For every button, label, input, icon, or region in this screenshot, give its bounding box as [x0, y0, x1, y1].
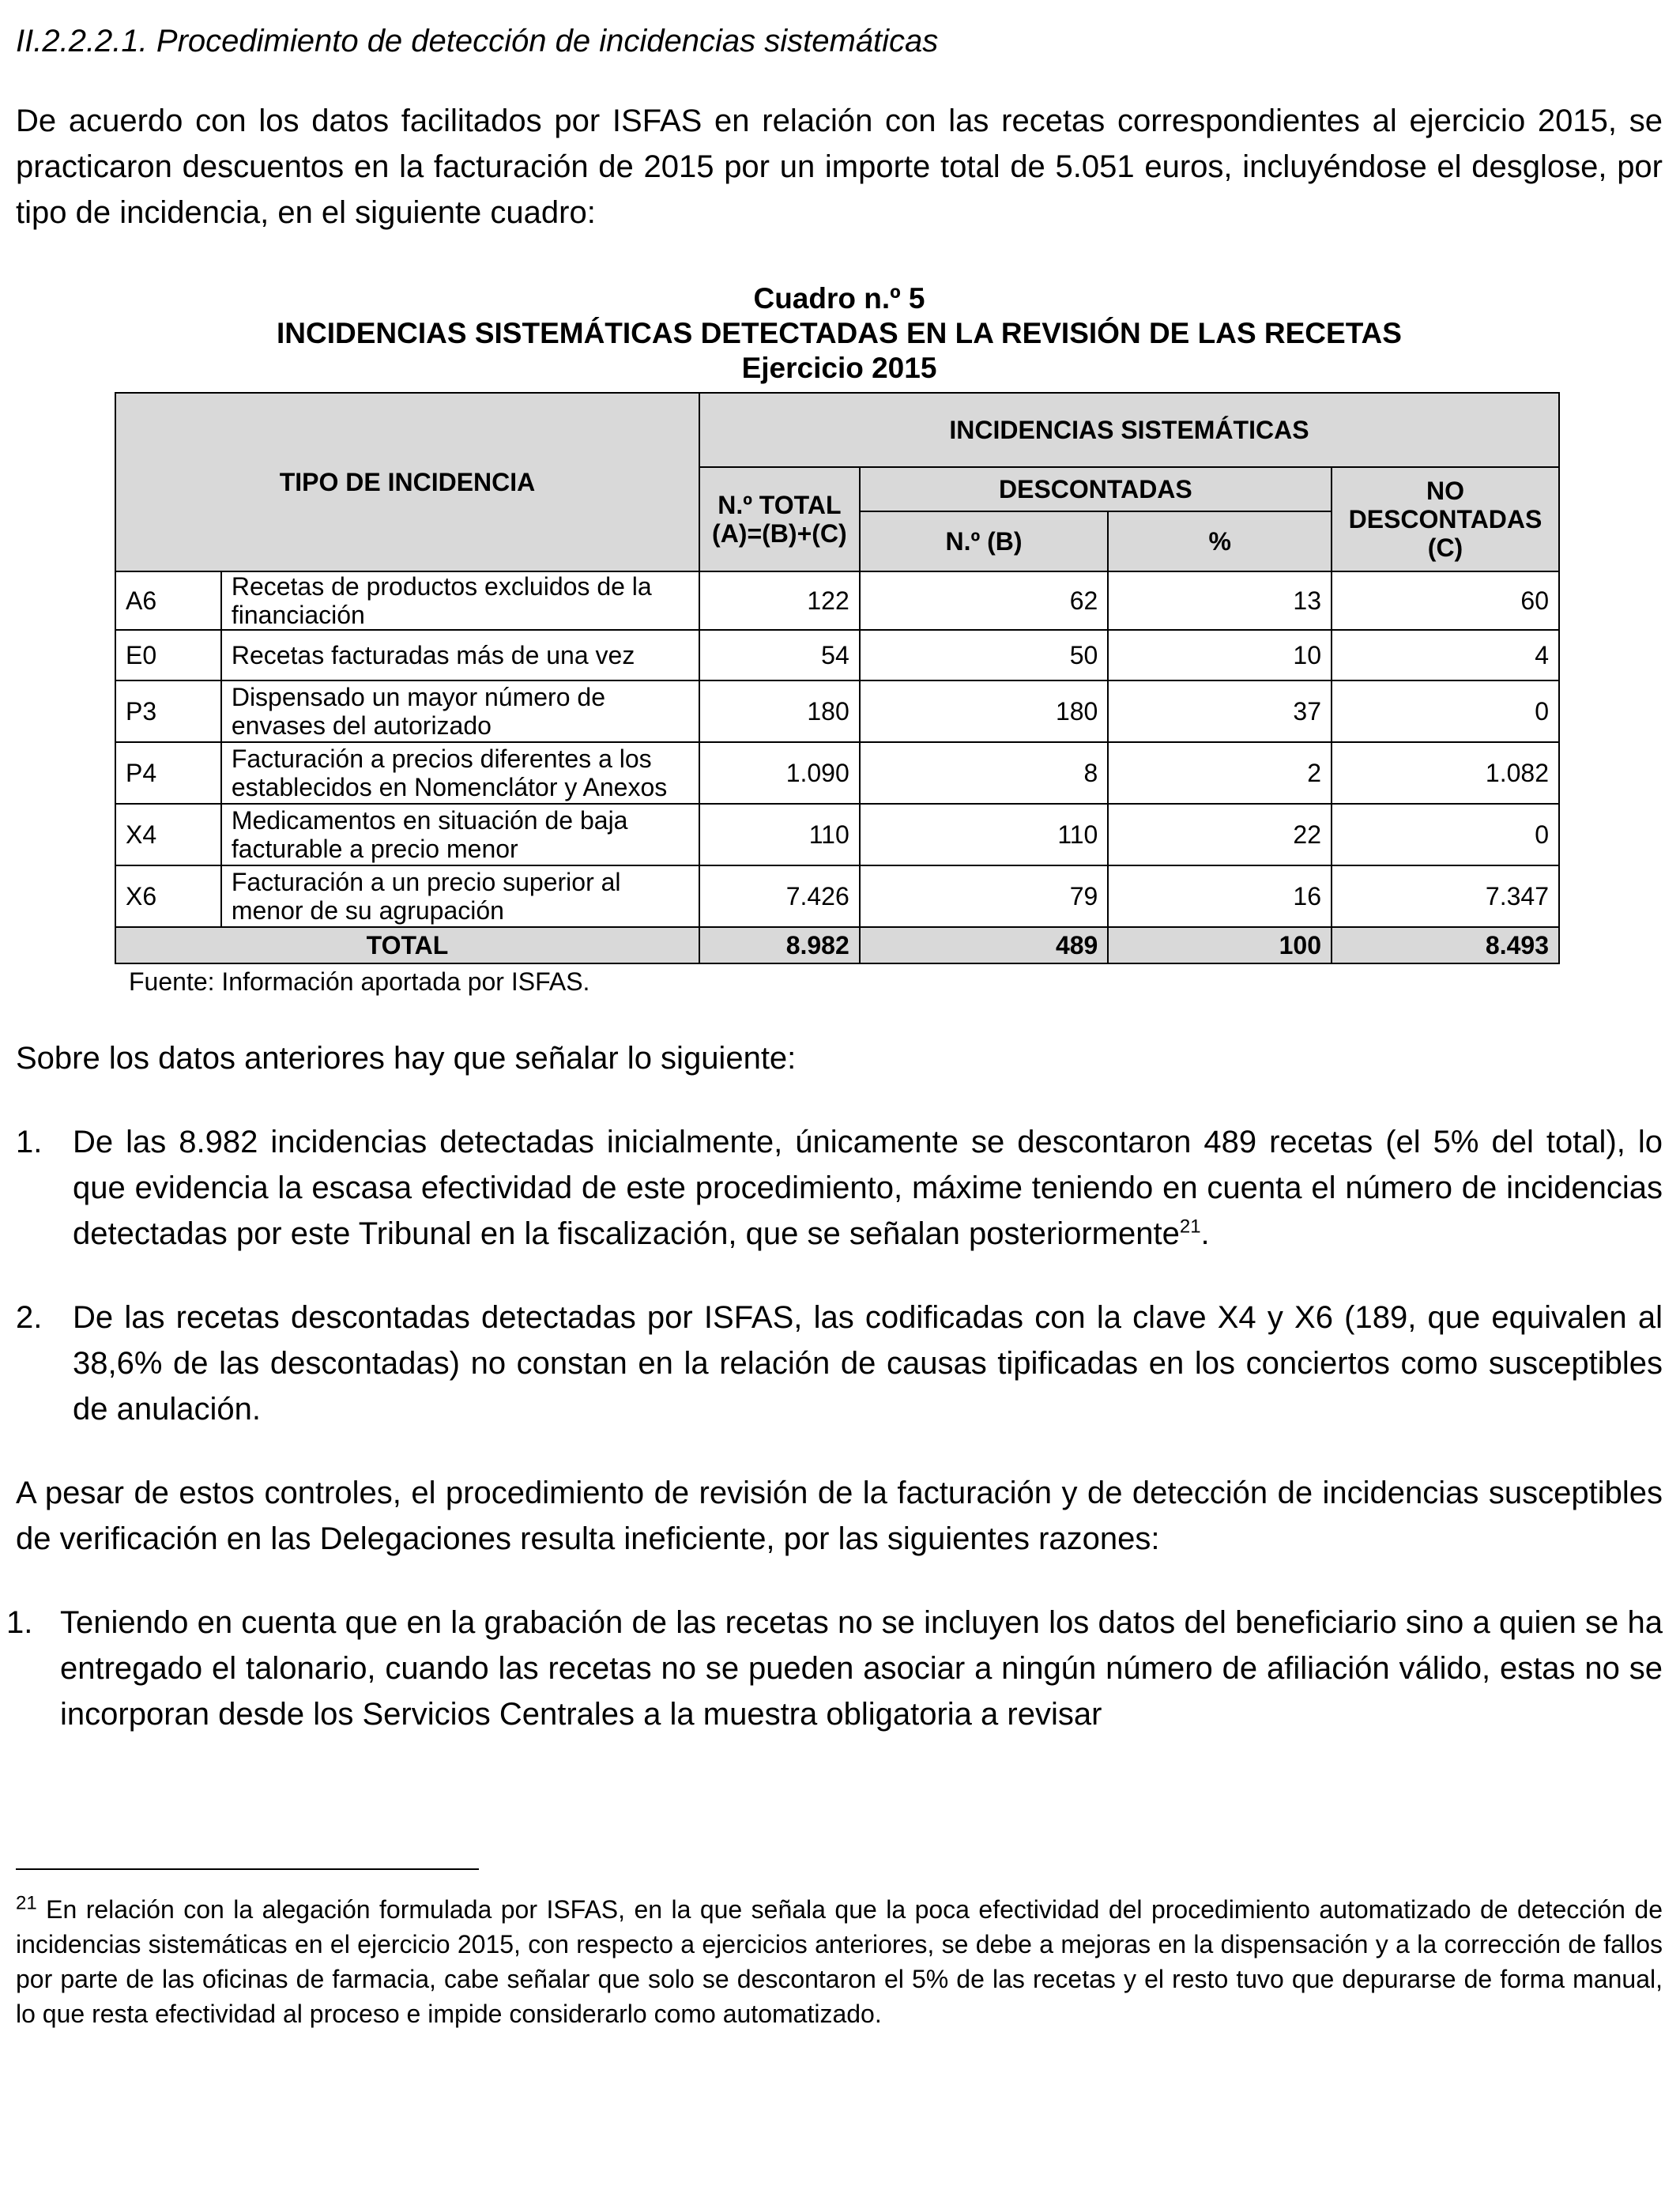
list-item-tail: .: [1200, 1216, 1210, 1251]
row-no-descontadas: 1.082: [1332, 742, 1559, 804]
row-no-descontadas: 4: [1332, 630, 1559, 680]
row-porcentaje: 22: [1108, 804, 1332, 865]
table-subtitle: Ejercicio 2015: [741, 352, 937, 384]
row-total: 110: [699, 804, 860, 865]
table-row: [115, 865, 1559, 927]
total-total: 8.982: [699, 927, 860, 963]
table-title: INCIDENCIAS SISTEMÁTICAS DETECTADAS EN LA REVISIÓN DE LAS RECETAS: [277, 317, 1402, 349]
row-descontadas: 62: [860, 571, 1109, 630]
reasons-paragraph: A pesar de estos controles, el procedimiento de revisión de la facturación y de detección de incidencias susceptibles de verificación en las Delegaciones resulta ineficiente, por las siguientes razones:: [16, 1476, 1663, 1556]
row-descontadas: 50: [860, 630, 1109, 680]
row-description: Recetas facturadas más de una vez: [221, 630, 699, 680]
header-total: N.º TOTAL (A)=(B)+(C): [699, 467, 860, 571]
header-no-descontadas: NO DESCONTADAS (C): [1332, 467, 1559, 571]
table-row: [115, 630, 1559, 680]
row-porcentaje: 2: [1108, 742, 1332, 804]
incidencias-table: [115, 392, 1560, 964]
document-page: [6, 22, 1663, 1775]
row-description: Facturación a un precio superior al menor de su agrupación: [221, 865, 699, 927]
row-descontadas: 180: [860, 680, 1109, 742]
row-description: Medicamentos en situación de baja facturable a precio menor: [221, 804, 699, 865]
row-total: 54: [699, 630, 860, 680]
row-no-descontadas: 0: [1332, 804, 1559, 865]
row-code: E0: [115, 630, 221, 680]
footnote-number: 21: [16, 1892, 37, 1914]
table-row: [115, 804, 1559, 865]
row-code: X6: [115, 865, 221, 927]
footnote: [16, 1892, 1663, 2031]
total-porcentaje: 100: [1108, 927, 1332, 963]
row-description: Dispensado un mayor número de envases del autorizado: [221, 680, 699, 742]
row-total: 180: [699, 680, 860, 742]
list-item-text: De las 8.982 incidencias detectadas inicialmente, únicamente se descontaron 489 recetas (el 5% del total), lo que evidencia la escasa efectividad de este procedimiento, máxime teniendo en cuenta el número de incidencias detectadas por este Tribunal en la fiscalización, que se señalan posteriormente: [73, 1125, 1663, 1251]
row-code: X4: [115, 804, 221, 865]
row-total: 1.090: [699, 742, 860, 804]
total-label: TOTAL: [115, 927, 699, 963]
list-item: [16, 1295, 1663, 1432]
header-tipo-incidencia: TIPO DE INCIDENCIA: [115, 393, 699, 571]
header-numero-b: N.º (B): [860, 511, 1109, 571]
row-no-descontadas: 0: [1332, 680, 1559, 742]
table-number: Cuadro n.º 5: [753, 282, 925, 315]
footnote-divider: [16, 1868, 479, 1870]
observations-list: [16, 1119, 1663, 1432]
intro-paragraph: De acuerdo con los datos facilitados por ISFAS en relación con las recetas correspondientes al ejercicio 2015, se practicaron descuentos en la facturación de 2015 por un importe total de 5.051 euros, incluyéndose el desglose, por tipo de incidencia, en el siguiente cuadro:: [16, 104, 1663, 230]
row-porcentaje: 10: [1108, 630, 1332, 680]
observations-intro: Sobre los datos anteriores hay que señalar lo siguiente:: [16, 1041, 797, 1076]
row-code: A6: [115, 571, 221, 630]
header-porcentaje: %: [1108, 511, 1332, 571]
row-total: 122: [699, 571, 860, 630]
footnote-text: En relación con la alegación formulada por ISFAS, en la que señala que la poca efectividad del procedimiento automatizado de detección de incidencias sistemáticas en el ejercicio 2015, con respecto a ejercicios anteriores, se debe a mejoras en la dispensación y a la corrección de fallos por parte de las oficinas de farmacia, cabe señalar que solo se descontaron el 5% de las recetas y el resto tuvo que depurarse de forma manual, lo que resta efectividad al proceso e impide considerarlo como automatizado.: [16, 1895, 1663, 2028]
section-heading: II.2.2.2.1. Procedimiento de detección de incidencias sistemáticas: [16, 24, 939, 58]
row-description: Facturación a precios diferentes a los establecidos en Nomenclátor y Anexos: [221, 742, 699, 804]
list-marker: 1.: [16, 1125, 43, 1159]
row-code: P3: [115, 680, 221, 742]
list-item-text: Teniendo en cuenta que en la grabación de las recetas no se incluyen los datos del beneficiario sino a quien se ha entregado el talonario, cuando las recetas no se pueden asociar a ningún número de afiliación válido, estas no se incorporan desde los Servicios Centrales a la muestra obligatoria a revisar: [60, 1605, 1663, 1732]
row-descontadas: 110: [860, 804, 1109, 865]
header-descontadas: DESCONTADAS: [860, 467, 1332, 511]
row-total: 7.426: [699, 865, 860, 927]
table-source: Fuente: Información aportada por ISFAS.: [129, 967, 590, 996]
row-descontadas: 79: [860, 865, 1109, 927]
row-description: Recetas de productos excluidos de la financiación: [221, 571, 699, 630]
row-porcentaje: 16: [1108, 865, 1332, 927]
footnote-ref: 21: [1179, 1216, 1201, 1238]
reasons-list: [6, 1600, 1663, 1737]
list-item: [16, 1119, 1663, 1257]
table-total-row: [115, 927, 1559, 963]
table-row: [115, 680, 1559, 742]
total-no-descontadas: 8.493: [1332, 927, 1559, 963]
table-caption: [16, 281, 1663, 386]
row-porcentaje: 13: [1108, 571, 1332, 630]
list-item: [6, 1600, 1663, 1737]
list-marker: 1.: [6, 1605, 33, 1640]
row-no-descontadas: 7.347: [1332, 865, 1559, 927]
table-row: [115, 742, 1559, 804]
row-descontadas: 8: [860, 742, 1109, 804]
row-porcentaje: 37: [1108, 680, 1332, 742]
list-marker: 2.: [16, 1300, 43, 1335]
row-code: P4: [115, 742, 221, 804]
row-no-descontadas: 60: [1332, 571, 1559, 630]
header-incidencias-sistematicas: INCIDENCIAS SISTEMÁTICAS: [699, 393, 1559, 467]
table-row: [115, 571, 1559, 630]
list-item-text: De las recetas descontadas detectadas por ISFAS, las codificadas con la clave X4 y X6 (189, que equivalen al 38,6% de las descontadas) no constan en la relación de causas tipificadas en los conciertos como susceptibles de anulación.: [73, 1300, 1663, 1427]
total-descontadas: 489: [860, 927, 1109, 963]
